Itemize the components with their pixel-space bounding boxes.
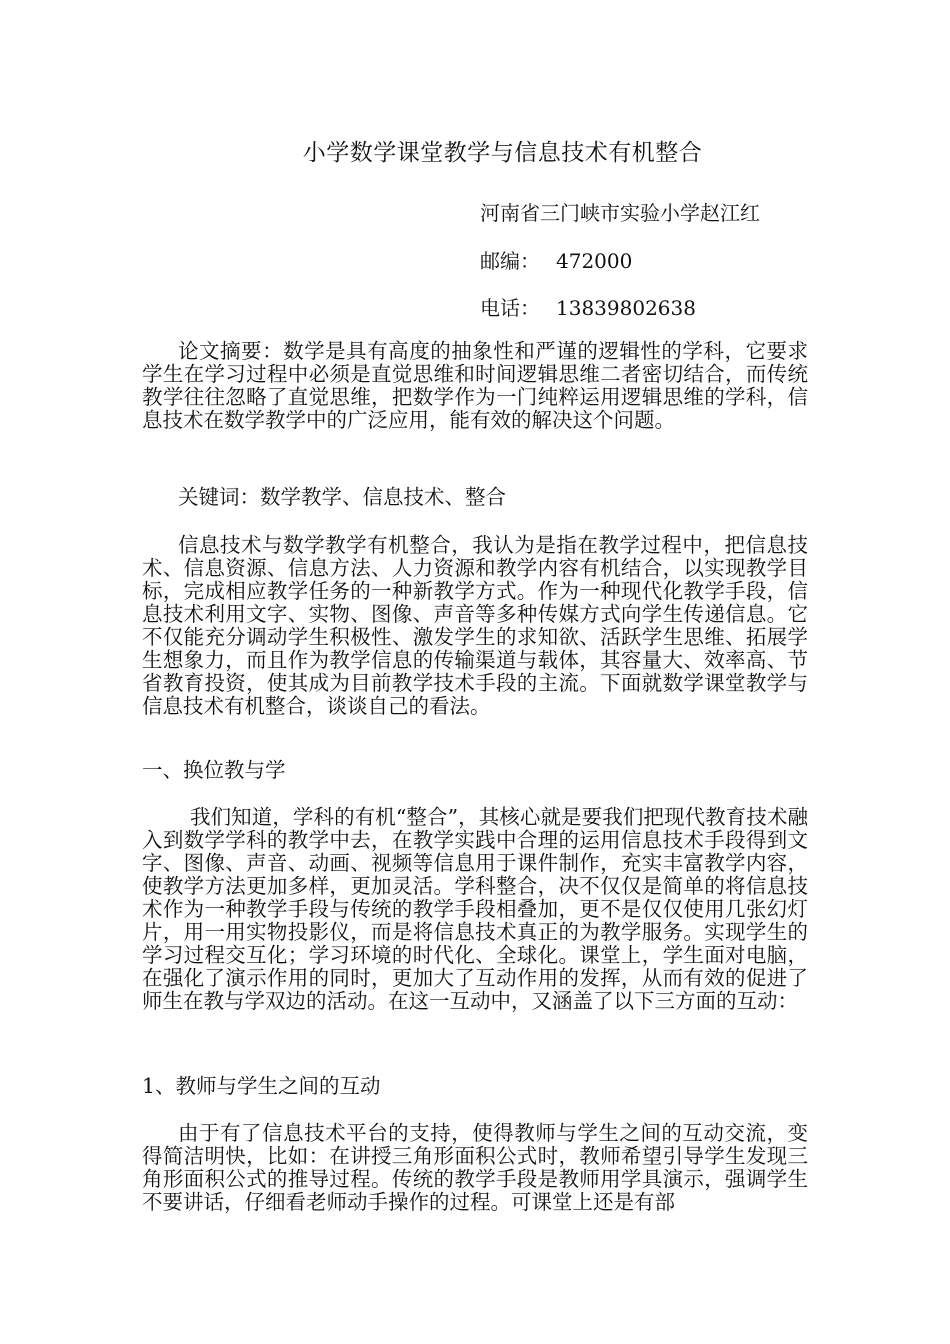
- intro-paragraph: 信息技术与数学教学有机整合，我认为是指在教学过程中，把信息技术、信息资源、信息方法、人力资源和教学内容有机结合，以实现教学目标，完成相应教学任务的一种新教学方式。作为一种现代化教学手段，信息技术利用文字、实物、图像、声音等多种传媒方式向学生传递信息。它不仅能充分调动学生积极性、激发学生的求知欲、活跃学生思维、拓展学生想象力，而且作为教学信息的传输渠道与载体，其容量大、效率高、节省教育投资，使其成为目前教学技术手段的主流。下面就数学课堂教学与信息技术有机整合，谈谈自己的看法。: [142, 533, 808, 718]
- section1-heading: 一、换位教与学: [142, 758, 286, 782]
- section1-paragraph: 我们知道，学科的有机“整合”，其核心就是要我们把现代教育技术融入到数学学科的教学中去，在教学实践中合理的运用信息技术手段得到文字、图像、声音、动画、视频等信息用于课件制作，充实丰富教学内容，使教学方法更加多样，更加灵活。学科整合，决不仅仅是简单的将信息技术作为一种教学手段与传统的教学手段相叠加，更不是仅仅使用几张幻灯片，用一用实物投影仪，而是将信息技术真正的为教学服务。实现学生的学习过程交互化；学习环境的时代化、全球化。课堂上，学生面对电脑，在强化了演示作用的同时，更加大了互动作用的发挥，从而有效的促进了师生在教与学双边的活动。在这一互动中，又涵盖了以下三方面的互动：: [142, 805, 808, 1013]
- postcode-value: 472000: [556, 249, 633, 273]
- document-title: 小学数学课堂教学与信息技术有机整合: [302, 140, 703, 166]
- subsection1-heading: 1、教师与学生之间的互动: [142, 1074, 381, 1098]
- postcode-line: [480, 245, 632, 274]
- subsection1-paragraph: 由于有了信息技术平台的支持，使得教师与学生之间的互动交流，变得简洁明快，比如：在讲授三角形面积公式时，教师希望引导学生发现三角形面积公式的推导过程。传统的教学手段是教师用学具演示，强调学生不要讲话，仔细看老师动手操作的过程。可课堂上还是有部: [142, 1121, 808, 1214]
- phone-line: [480, 292, 696, 321]
- author-line: 河南省三门峡市实验小学赵江红: [480, 201, 760, 225]
- phone-label: 电话：: [480, 296, 540, 320]
- postcode-label: 邮编：: [480, 249, 540, 273]
- abstract-paragraph: 论文摘要：数学是具有高度的抽象性和严谨的逻辑性的学科，它要求学生在学习过程中必须是直觉思维和时间逻辑思维二者密切结合，而传统教学往往忽略了直觉思维，把数学作为一门纯粹运用逻辑思维的学科，信息技术在数学教学中的广泛应用，能有效的解决这个问题。: [142, 339, 808, 432]
- phone-value: 13839802638: [556, 296, 696, 320]
- keywords-paragraph: 关键词：数学教学、信息技术、整合: [178, 485, 506, 509]
